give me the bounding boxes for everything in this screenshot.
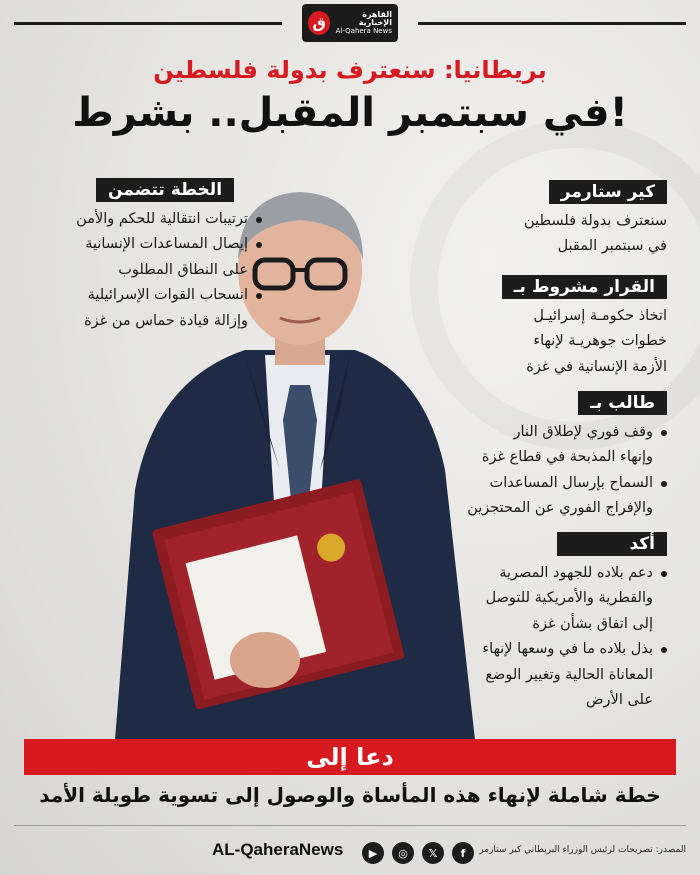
condition-line: الأزمة الإنسانية في غزة	[526, 358, 667, 375]
confirmed-list	[427, 561, 667, 713]
starmer-statement	[467, 209, 667, 260]
logo-text	[330, 11, 392, 35]
plan-item: ترتيبات انتقالية للحكم والأمن	[14, 207, 262, 232]
decision-conditions	[447, 304, 667, 380]
headline-main: في سبتمبر المقبل.. بشرط!	[72, 90, 628, 136]
social-links	[362, 842, 474, 864]
plan-item: انسحاب القوات الإسرائيلية	[14, 283, 262, 308]
header-rule-right	[418, 22, 686, 25]
confirm-item: دعم بلاده للجهود المصرية	[427, 561, 667, 586]
confirmed-label: أكد	[557, 532, 667, 556]
plan-item: إيصال المساعدات الإنسانية	[14, 232, 262, 257]
footer-divider	[14, 825, 686, 826]
channel-logo	[302, 4, 398, 42]
confirm-item-continued: على الأرض	[586, 691, 653, 708]
confirm-item: بذل بلاده ما في وسعها لإنهاء	[427, 637, 667, 662]
demanded-label: طالب بـ	[578, 391, 667, 415]
confirm-item-continued: إلى اتفاق بشأن غزة	[532, 615, 653, 632]
x-icon[interactable]: 𝕏	[422, 842, 444, 864]
facebook-icon[interactable]: f	[452, 842, 474, 864]
plan-item-continued: وإزالة قيادة حماس من غزة	[84, 312, 248, 329]
site-brand[interactable]: AL-QaheraNews	[212, 840, 344, 859]
youtube-icon[interactable]: ▶	[362, 842, 384, 864]
confirm-item-continued: والقطرية والأمريكية للتوصل	[485, 590, 653, 607]
condition-line: اتخاذ حكومـة إسرائيـل	[533, 308, 667, 324]
demanded-list	[427, 420, 667, 522]
statement-line: سنعترف بدولة فلسطين	[524, 213, 667, 229]
logo-english: Al-Qahera News	[335, 26, 392, 35]
condition-line: خطوات جوهريـة لإنهاء	[533, 333, 667, 350]
call-text: خطة شاملة لإنهاء هذه المأساة والوصول إلى تسوية طويلة الأمد	[39, 783, 661, 807]
demand-item-continued: والإفراج الفوري عن المحتجزين	[467, 500, 653, 517]
statement-line: في سبتمبر المقبل	[557, 238, 667, 255]
instagram-icon[interactable]: ◎	[392, 842, 414, 864]
plan-item-continued: على النطاق المطلوب	[118, 261, 248, 278]
starmer-label: كير ستارمر	[549, 180, 667, 204]
demand-item: وقف فوري لإطلاق النار	[427, 420, 667, 445]
header-rule-left	[14, 22, 282, 25]
source-note: المصدر: تصريحات لرئيس الوزراء البريطاني كير ستارمر	[479, 845, 686, 855]
demand-item-continued: وإنهاء المذبحة في قطاع غزة	[481, 449, 653, 466]
call-title-bar: دعا إلى	[24, 739, 676, 775]
headline-top: بريطانيا: سنعترف بدولة فلسطين	[153, 56, 547, 84]
demand-item: السماح بإرسال المساعدات	[427, 471, 667, 496]
plan-list	[14, 207, 262, 334]
logo-arabic: القاهرة الإخبارية	[358, 9, 392, 28]
plan-label: الخطة تتضمن	[96, 178, 234, 202]
decision-label: القرار مشروط بـ	[502, 275, 667, 299]
confirm-item-continued: المعاناة الحالية وتغيير الوضع	[485, 666, 653, 683]
logo-mark: ق	[308, 11, 330, 35]
